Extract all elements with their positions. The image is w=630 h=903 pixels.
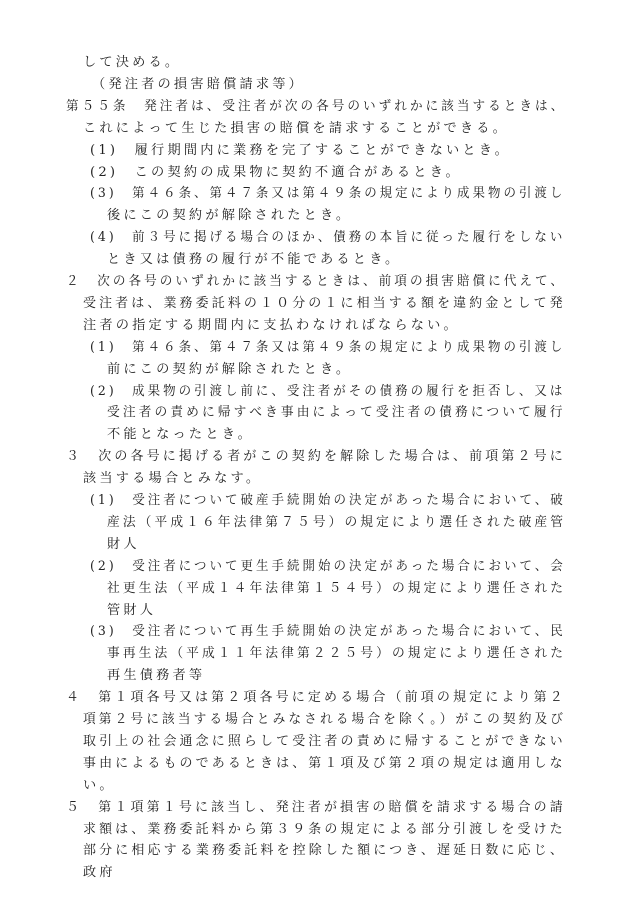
list-item: (3) 第４６条、第４７条又は第４９条の規定により成果物の引渡し [90,186,566,201]
text-line: 社更生法（平成１４年法律第１５４号）の規定により選任された [107,581,567,596]
text-line: 再生債務者等 [107,668,206,683]
text-line: 前にこの契約が解除されたとき。 [107,362,353,377]
paragraph-2: ２ 次の各号のいずれかに該当するときは、前項の損害賠償に代えて、 [66,274,567,289]
text-line: とき又は債務の履行が不能であるとき。 [107,252,402,267]
list-item: (1) 第４６条、第４７条又は第４９条の規定により成果物の引渡し [90,340,566,355]
list-item: (3) 受注者について再生手続開始の決定があった場合において、民 [90,624,566,639]
list-item: (4) 前３号に掲げる場合のほか、債務の本旨に従った履行をしない [90,230,566,245]
text-line: 政府 [83,865,116,880]
list-item: (1) 履行期間内に業務を完了することができないとき。 [90,143,512,158]
text-line: 部分に相応する業務委託料を控除した額につき、遅延日数に応じ、 [83,843,566,858]
text-line: 該当する場合とみなす。 [83,471,263,486]
text-line: 不能となったとき。 [107,427,254,442]
paragraph-5: ５ 第１項第１号に該当し、発注者が損害の賠償を請求する場合の請 [66,800,566,815]
text-line: 管財人 [107,603,157,618]
text-line: 事由によるものであるときは、第１項及び第２項の規定は適用しな [83,756,566,771]
paragraph-3: ３ 次の各号に掲げる者がこの契約を解除した場合は、前項第２号に [66,449,566,464]
text-line: 取引上の社会通念に照らして受注者の責めに帰することができない [83,734,566,749]
text-line: 後にこの契約が解除されたとき。 [107,208,353,223]
article-title: 第５５条 発注者は、受注者が次の各号のいずれかに該当するときは、 [66,99,567,114]
text-line: 受注者の責めに帰すべき事由によって受注者の債務について履行 [107,405,566,420]
list-item: (2) 成果物の引渡し前に、受注者がその債務の履行を拒否し、又は [90,384,566,399]
text-line: 注者の指定する期間内に支払わなければならない。 [83,318,460,333]
text-line: 財人 [107,537,140,552]
article-heading: （発注者の損害賠償請求等） [92,77,306,92]
text-line: 項第２号に該当する場合とみなされる場合を除く。）がこの契約及び [83,712,567,727]
text-line: これによって生じた損害の賠償を請求することができる。 [83,121,510,136]
list-item: (1) 受注者について破産手続開始の決定があった場合において、破 [90,493,566,508]
text-line: 産法（平成１６年法律第７５号）の規定により選任された破産管 [107,515,567,530]
list-item: (2) この契約の成果物に契約不適合があるとき。 [90,165,462,180]
text-line: して決める。 [83,55,182,70]
list-item: (2) 受注者について更生手続開始の決定があった場合において、会 [90,559,566,574]
text-line: い。 [83,778,116,793]
paragraph-4: ４ 第１項各号又は第２項各号に定める場合（前項の規定により第２ [66,690,566,705]
text-line: 求額は、業務委託料から第３９条の規定による部分引渡しを受けた [83,822,566,837]
text-line: 事再生法（平成１１年法律第２２５号）の規定により選任された [107,646,567,661]
text-line: 受注者は、業務委託料の１０分の１に相当する額を違約金として発 [83,296,566,311]
